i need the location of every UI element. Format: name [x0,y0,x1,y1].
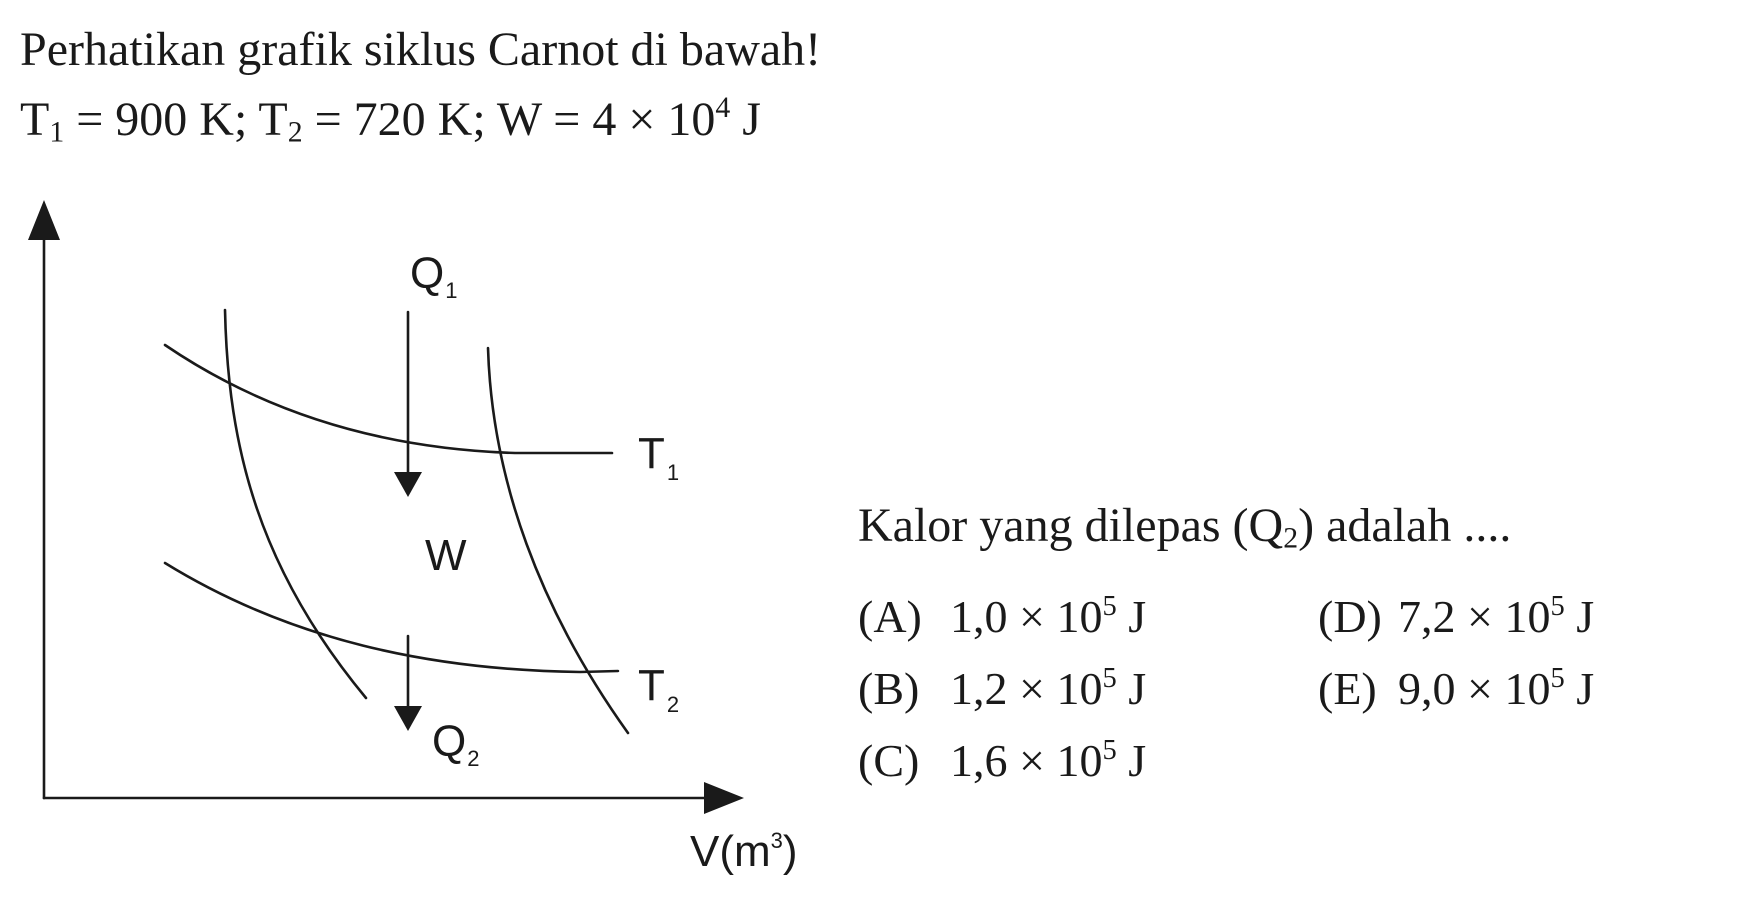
option-c-exponent: 5 [1102,734,1117,766]
option-e-exponent: 5 [1550,662,1565,694]
y-axis-arrowhead [28,200,60,240]
isotherm-t2 [165,563,618,672]
t2-subscript: 2 [287,115,303,149]
option-b[interactable] [858,662,1146,715]
option-e-unit: J [1564,663,1595,714]
q1-label: $Q_1$ [410,249,458,303]
option-d-exponent: 5 [1550,590,1565,622]
option-b-unit: J [1116,663,1147,714]
option-c-value: 1,6 × 10 [950,735,1103,786]
q1-arrowhead [394,472,422,497]
adiabat-right [488,348,628,733]
option-b-exponent: 5 [1102,662,1117,694]
option-a-unit: J [1116,591,1147,642]
t1-subscript: 1 [49,115,65,149]
option-e-letter: (E) [1318,663,1377,714]
option-e[interactable] [1318,662,1594,715]
option-b-value: 1,2 × 10 [950,663,1103,714]
option-a[interactable] [858,590,1146,643]
t1-value: = 900 K; [64,93,259,146]
work-value: W = 4 × 10 [496,93,716,146]
x-axis-label: $V(m^3)$ [690,827,798,876]
option-a-letter: (A) [858,591,922,642]
option-c[interactable] [858,734,1146,787]
option-d[interactable] [1318,590,1594,643]
work-exponent: 4 [715,91,731,125]
t2-symbol: T [258,93,288,146]
question-text: Kalor yang dilepas $(Q_2)$ adalah .... [858,499,1512,555]
t1-label: $T_1$ [638,429,680,485]
option-a-value: 1,0 × 10 [950,591,1103,642]
t2-value: = 720 K; [302,93,497,146]
q2-label: $Q_2$ [432,717,480,771]
x-axis-arrowhead [704,782,744,814]
t2-label: $T_2$ [638,661,680,717]
option-e-value: 9,0 × 10 [1398,663,1551,714]
option-d-value: 7,2 × 10 [1398,591,1551,642]
work-unit: J [730,93,761,146]
t1-symbol: T [20,93,50,146]
q2-arrowhead [394,706,422,731]
option-b-letter: (B) [858,663,920,714]
question-subscript: 2 [1283,521,1299,555]
option-d-letter: (D) [1318,591,1382,642]
option-d-unit: J [1564,591,1595,642]
option-c-letter: (C) [858,735,920,786]
option-a-exponent: 5 [1102,590,1117,622]
option-c-unit: J [1116,735,1147,786]
work-label: W [425,531,467,580]
problem-title: Perhatikan grafik siklus Carnot di bawah! [20,23,822,76]
